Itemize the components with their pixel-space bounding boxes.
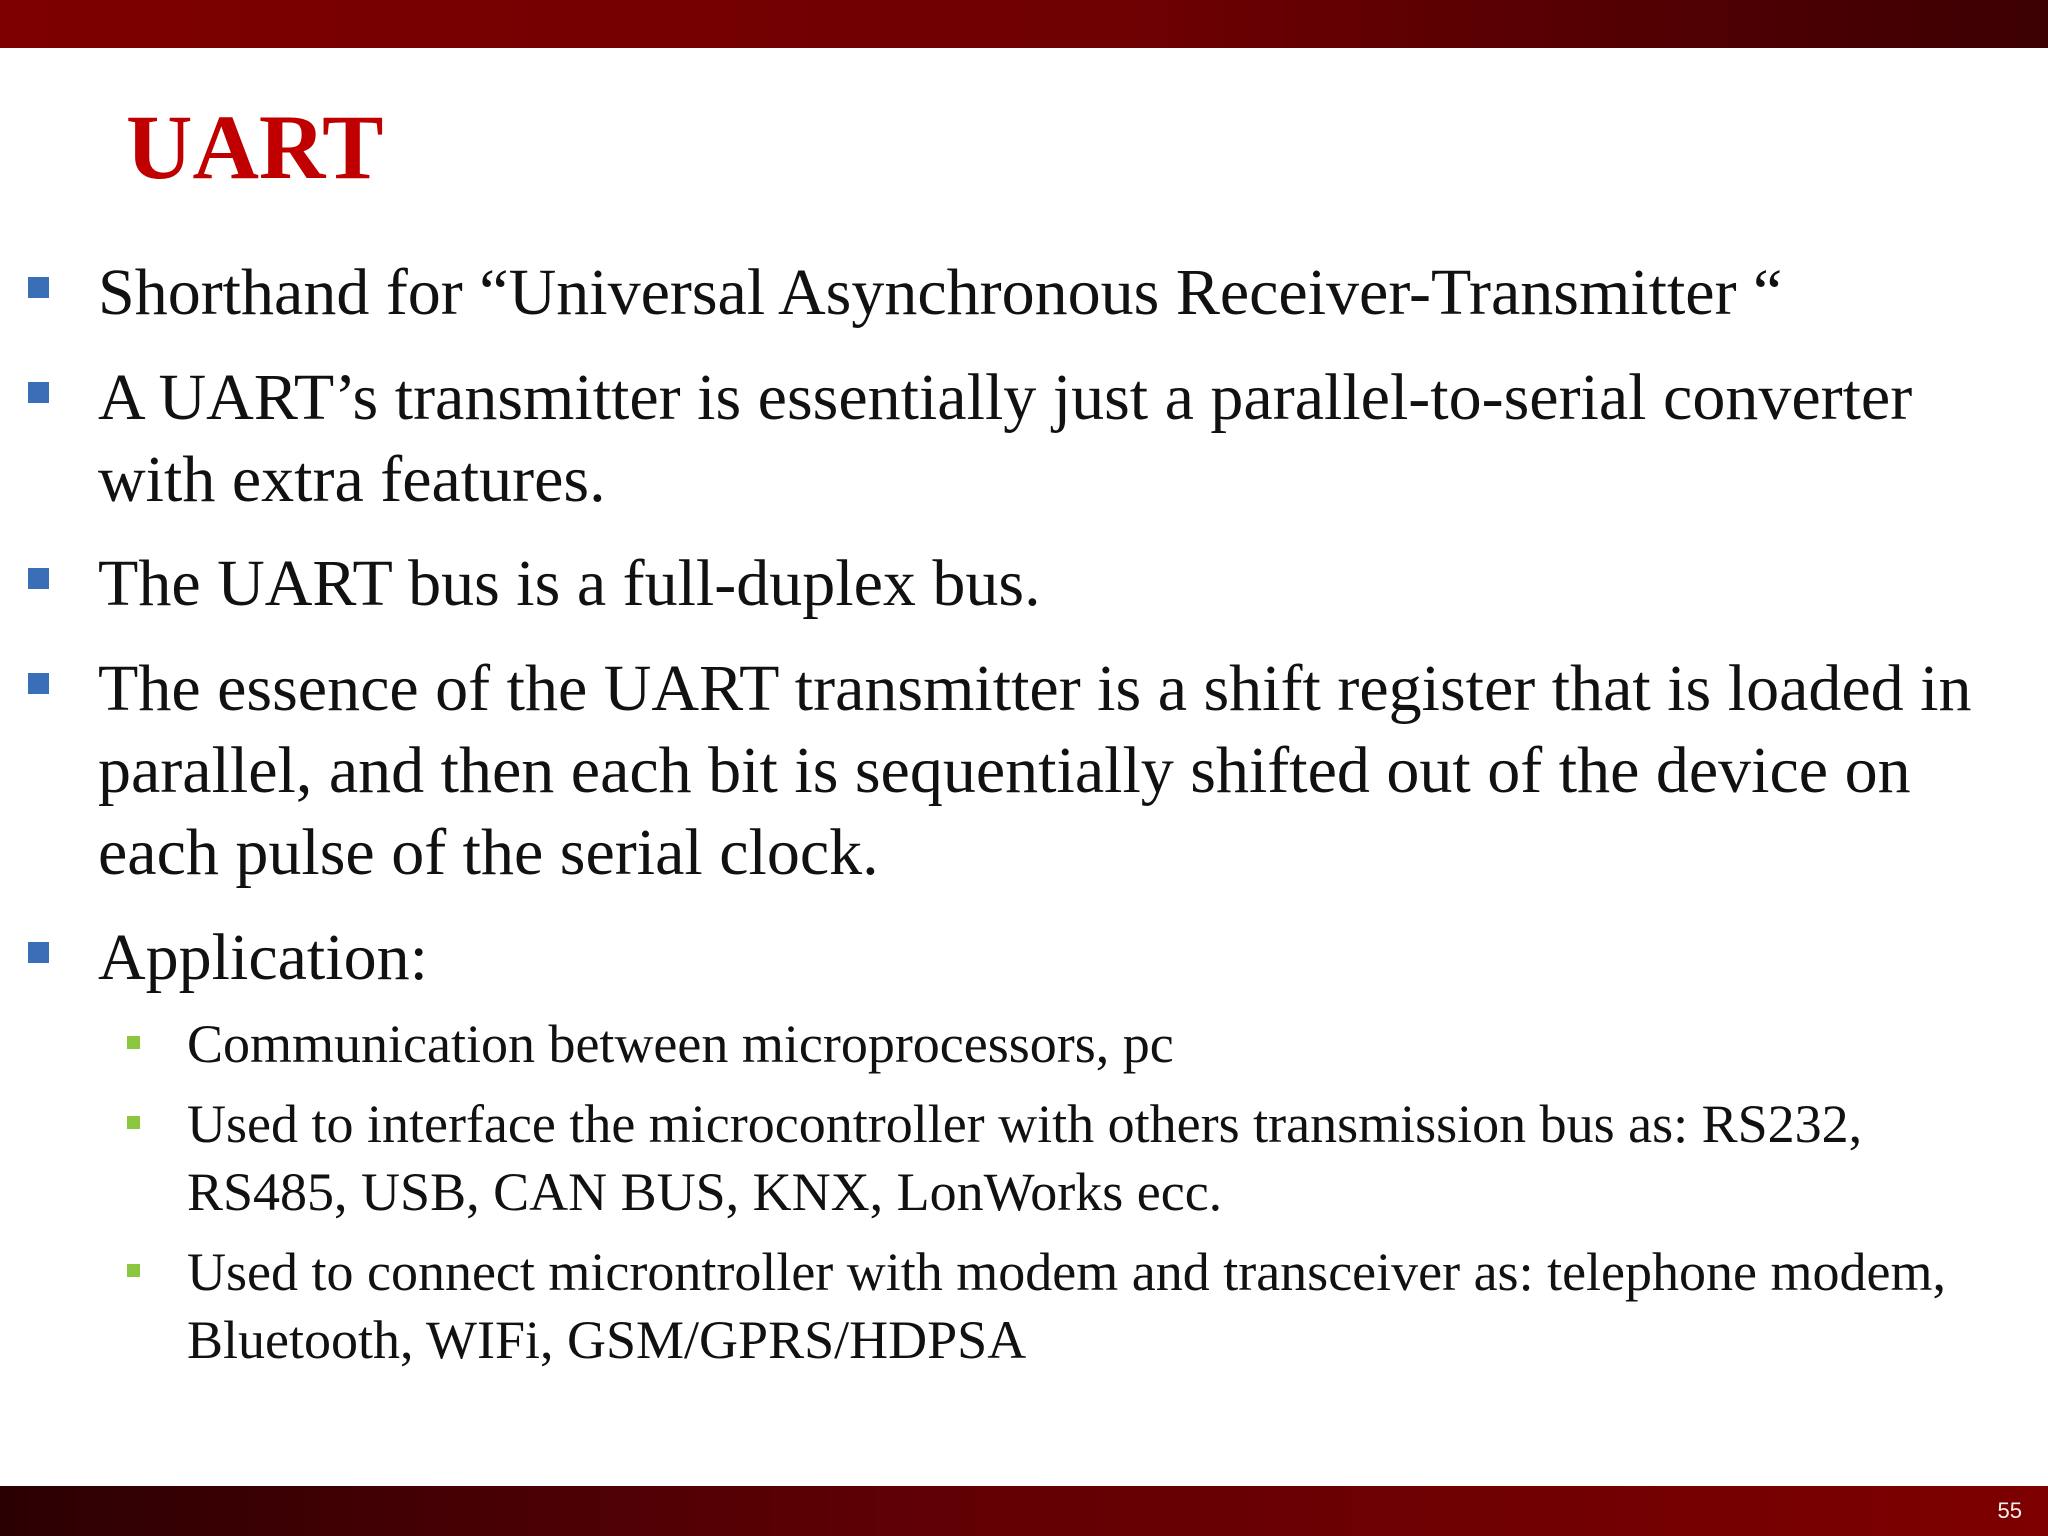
bullet-item bbox=[98, 252, 1998, 334]
bullet-text: The UART bus is a full-duplex bus. bbox=[98, 547, 1041, 620]
square-bullet-icon bbox=[28, 568, 49, 589]
square-bullet-icon bbox=[127, 1116, 140, 1129]
sub-bullet-item bbox=[187, 1238, 1987, 1374]
square-bullet-icon bbox=[28, 942, 49, 963]
bullet-text: Application: bbox=[98, 921, 428, 994]
bullet-item bbox=[98, 917, 1998, 999]
square-bullet-icon bbox=[28, 673, 49, 694]
square-bullet-icon bbox=[127, 1036, 140, 1049]
sub-bullet-text: Communication between microprocessors, pc bbox=[187, 1014, 1174, 1074]
bullet-text: A UART’s transmitter is essentially just a parallel-to-serial converter with extra features. bbox=[98, 361, 1913, 516]
square-bullet-icon bbox=[28, 277, 49, 298]
header-bar bbox=[0, 0, 2048, 48]
page-number: 55 bbox=[1997, 1498, 2022, 1523]
square-bullet-icon bbox=[28, 382, 49, 403]
sub-bullet-text: Used to interface the microcontroller with others transmission bus as: RS232, RS485, USB, CAN BUS, KNX, LonWorks ecc. bbox=[187, 1094, 1863, 1222]
bullet-item bbox=[98, 648, 1998, 894]
sub-bullet-item bbox=[187, 1010, 1987, 1078]
bullet-text: Shorthand for “Universal Asynchronous Receiver-Transmitter “ bbox=[98, 256, 1783, 329]
bullet-text: The essence of the UART transmitter is a shift register that is loaded in parallel, and then each bit is sequentially shifted out of the device on each pulse of the serial clock. bbox=[98, 652, 1972, 889]
bullet-item bbox=[98, 543, 1998, 625]
sub-bullet-item bbox=[187, 1090, 1987, 1226]
footer-bar bbox=[0, 1486, 2048, 1536]
bullet-item bbox=[98, 357, 1998, 521]
slide-title: UART bbox=[126, 96, 384, 198]
sub-bullet-text: Used to connect microntroller with modem and transceiver as: telephone modem, Bluetooth, WIFi, GSM/GPRS/HDPSA bbox=[187, 1242, 1946, 1370]
square-bullet-icon bbox=[127, 1264, 140, 1277]
